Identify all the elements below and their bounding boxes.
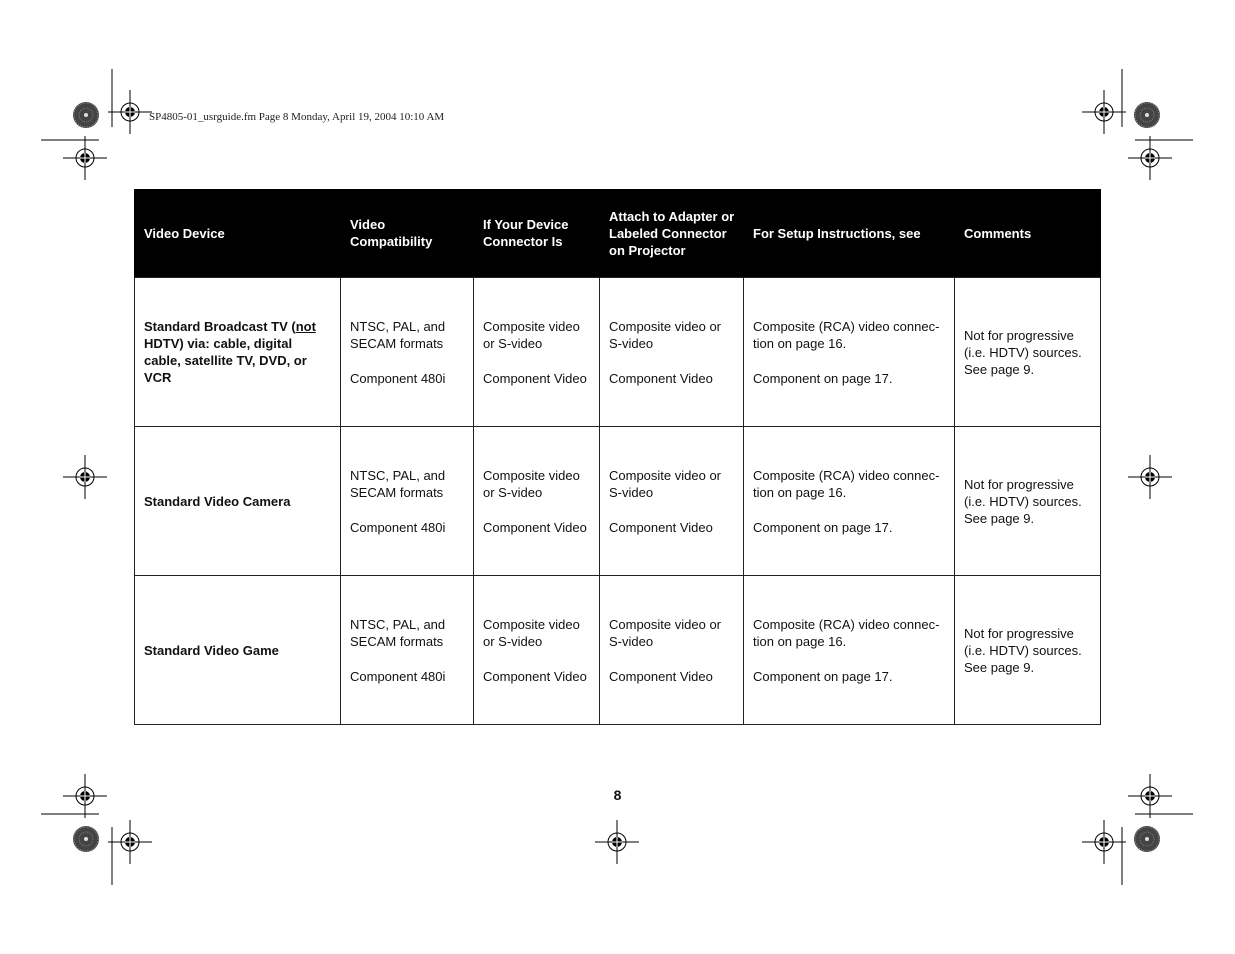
header-projector-connector: Attach to Adapter or Labeled Connector on Projector xyxy=(600,189,744,278)
compatibility-cell: NTSC, PAL, and SECAM formats Component 480i xyxy=(341,278,474,427)
attach-cell: Composite video or S-video Component Video xyxy=(600,576,744,725)
connector-cell: Composite video or S-video Component Video xyxy=(474,427,600,576)
header-comments: Comments xyxy=(955,189,1101,278)
compatibility-cell: NTSC, PAL, and SECAM formats Component 480i xyxy=(341,576,474,725)
file-slug: SP4805-01_usrguide.fm Page 8 Monday, April 19, 2004 10:10 AM xyxy=(149,111,445,123)
device-cell: Standard Broadcast TV (not HDTV) via: cable, digital cable, satellite TV, DVD, or VCR xyxy=(135,278,341,427)
comments-cell: Not for progressive (i.e. HDTV) sources. See page 9. xyxy=(955,427,1101,576)
connector-cell: Composite video or S-video Component Video xyxy=(474,278,600,427)
connector-cell: Composite video or S-video Component Video xyxy=(474,576,600,725)
comments-cell: Not for progressive (i.e. HDTV) sources. See page 9. xyxy=(955,278,1101,427)
comments-cell: Not for progressive (i.e. HDTV) sources. See page 9. xyxy=(955,576,1101,725)
header-video-compatibility: Video Compatibility xyxy=(341,189,474,278)
emphasis-not: not xyxy=(295,319,316,334)
device-cell: Standard Video Camera xyxy=(135,427,341,576)
video-device-table xyxy=(134,189,1101,725)
table-header-row xyxy=(135,189,1101,278)
attach-cell: Composite video or S-video Component Video xyxy=(600,278,744,427)
setup-cell: Composite (RCA) video connec-tion on page 16. Component on page 17. xyxy=(744,278,955,427)
header-video-device: Video Device xyxy=(135,189,341,278)
setup-cell: Composite (RCA) video connec-tion on page 16. Component on page 17. xyxy=(744,427,955,576)
table-row xyxy=(135,278,1101,427)
header-setup-instructions: For Setup Instructions, see xyxy=(744,189,955,278)
header-device-connector: If Your Device Connector Is xyxy=(474,189,600,278)
device-cell: Standard Video Game xyxy=(135,576,341,725)
setup-cell: Composite (RCA) video connec-tion on page 16. Component on page 17. xyxy=(744,576,955,725)
table-row xyxy=(135,427,1101,576)
compatibility-cell: NTSC, PAL, and SECAM formats Component 480i xyxy=(341,427,474,576)
attach-cell: Composite video or S-video Component Video xyxy=(600,427,744,576)
page-number: 8 xyxy=(613,787,622,803)
table-row xyxy=(135,576,1101,725)
